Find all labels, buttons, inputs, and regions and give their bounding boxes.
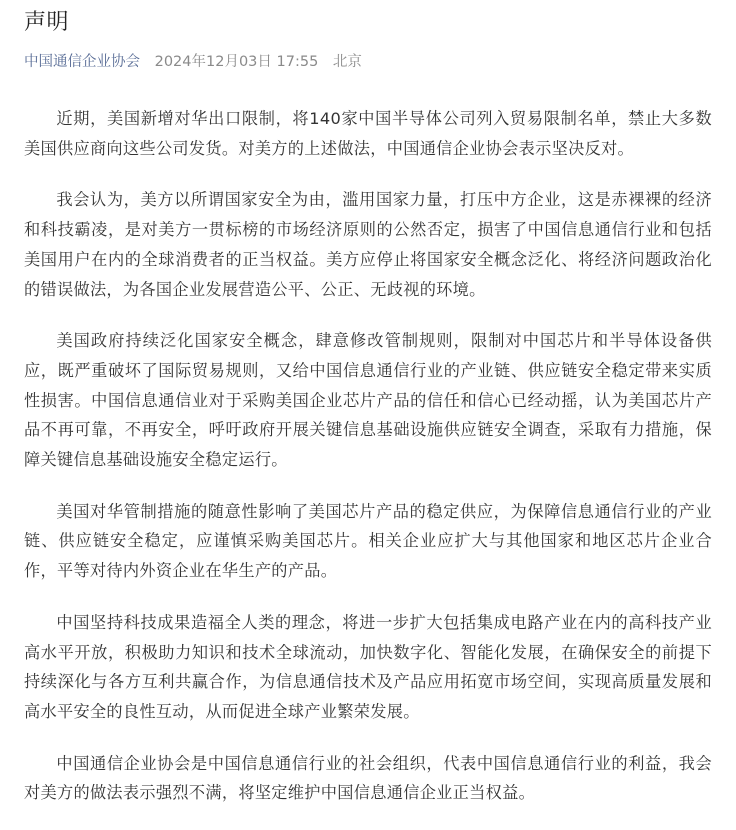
paragraph: 美国对华管制措施的随意性影响了美国芯片产品的稳定供应，为保障信息通信行业的产业链、供应链安全稳定，应谨慎采购美国芯片。相关企业应扩大与其他国家和地区芯片企业合作，平等对待内外资企业在华生产的产品。 xyxy=(24,501,712,581)
paragraph: 近期，美国新增对华出口限制，将140家中国半导体公司列入贸易限制名单，禁止大多数美国供应商向这些公司发货。对美方的上述做法，中国通信企业协会表示坚决反对。 xyxy=(24,109,712,158)
article-meta xyxy=(24,52,362,72)
publish-date: 2024年12月03日 17:55 xyxy=(154,54,319,70)
paragraph: 我会认为，美方以所谓国家安全为由，滥用国家力量，打压中方企业，这是赤裸裸的经济和科技霸凌，是对美方一贯标榜的市场经济原则的公然否定，损害了中国信息通信行业和包括美国用户在内的全球消费者的正当权益。美方应停止将国家安全概念泛化、将经济问题政治化的错误做法，为各国企业发展营造公平、公正、无歧视的环境。 xyxy=(24,190,712,299)
account-name-link[interactable]: 中国通信企业协会 xyxy=(24,54,140,70)
paragraph: 美国政府持续泛化国家安全概念，肆意修改管制规则，限制对中国芯片和半导体设备供应，既严重破坏了国际贸易规则，又给中国信息通信行业的产业链、供应链安全稳定带来实质性损害。中国信息通信业对于采购美国企业芯片产品的信任和信心已经动摇，认为美国芯片产品不再可靠，不再安全，呼吁政府开展关键信息基础设施供应链安全调查，采取有力措施，保障关键信息基础设施安全稳定运行。 xyxy=(24,331,712,470)
publish-location: 北京 xyxy=(332,54,362,70)
article-title: 声明 xyxy=(24,10,70,35)
paragraph: 中国坚持科技成果造福全人类的理念，将进一步扩大包括集成电路产业在内的高科技产业高水平开放，积极助力知识和技术全球流动，加快数字化、智能化发展，在确保安全的前提下持续深化与各方互利共赢合作，为信息通信技术及产品应用拓宽市场空间，实现高质量发展和高水平安全的良性互动，从而促进全球产业繁荣发展。 xyxy=(24,612,712,721)
article-body xyxy=(24,104,712,830)
paragraph: 中国通信企业协会是中国信息通信行业的社会组织，代表中国信息通信行业的利益，我会对美方的做法表示强烈不满，将坚定维护中国信息通信企业正当权益。 xyxy=(24,753,712,803)
